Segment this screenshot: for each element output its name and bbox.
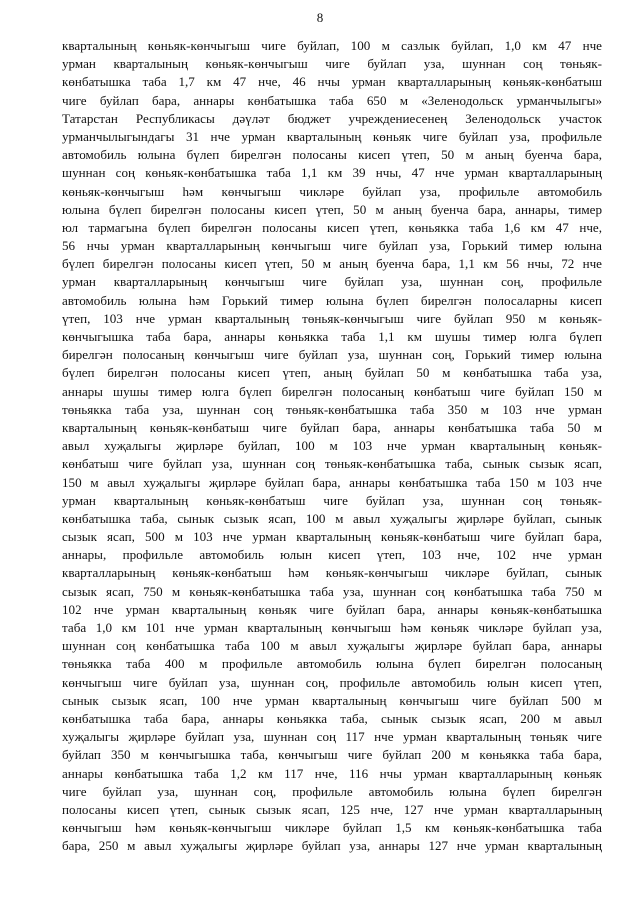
text-line: 150 м авыл хуҗалыгы җирләре буйлап бара, аннары көнбатышка таба 150 м 103 нче [62, 474, 602, 490]
text-line: урман кварталының көньяк-көнбатыш чиге буйлап уза, шуннан соң төньяк- [62, 492, 602, 508]
text-line: көнчыгышка таба бара, аннары көньякка таба 1,1 км шушы тимер юлга бүлеп [62, 329, 602, 344]
text-line: авыл хуҗалыгы җирләре буйлап, 100 м 103 нче урман кварталының көньяк- [62, 438, 602, 454]
text-line: 56 нчы урман кварталларының көнчыгыш чиге буйлап уза, Горький тимер юлына [62, 238, 602, 254]
text-line: көнбатыш чиге буйлап уза, шуннан соң төньяк-көнбатышка таба, сынык сызык ясап, [62, 456, 602, 472]
text-line: көнбатышка таба бара, аннары көньякка таба, сынык сызык ясап, 200 м авыл [62, 710, 602, 726]
text-line: автомобиль юлына бүлеп бирелгән полосаны кисеп үтеп, 50 м аның буенча бара, [62, 147, 602, 163]
text-line: автомобиль юлына һәм Горький тимер юлына бүлеп бирелгән полосаларны кисеп [62, 292, 602, 308]
text-line: кварталларының көньяк-көнбатыш һәм көньяк-көнчыгыш чикләре буйлап, сынык [62, 565, 602, 581]
text-line: полосаны кисеп үтеп, сынык сызык ясап, 125 нче, 127 нче урман кварталларының [62, 801, 602, 817]
text-line: Татарстан Республикасы дәүләт бюджет учреждениесенең Зеленодольск участок [62, 110, 602, 126]
text-line: аннары, профильле автомобиль юлын кисеп үтеп, 103 нче, 102 нче урман [62, 547, 602, 563]
text-line: урман кварталының көньяк-көнчыгыш чиге буйлап уза, шуннан соң төньяк- [62, 56, 602, 72]
text-line: үтеп, 103 нче урман кварталының төньяк-көнчыгыш чиге буйлап 950 м көньяк- [62, 310, 602, 326]
text-line: буйлап 350 м көнчыгышка таба, көнчыгыш чиге буйлап 200 м көньякка таба бара, [62, 747, 602, 763]
text-line: шуннан соң көньяк-көнбатышка таба 1,1 км 39 нчы, 47 нче урман кварталларының [62, 165, 602, 181]
text-line: сынык сызык ясап, 100 нче урман кварталының көнчыгыш чиге буйлап 500 м [62, 692, 602, 708]
text-line: бүлеп бирелгән полосаны кисеп үтеп, аның буйлап 50 м көнбатышка таба уза, [62, 365, 602, 381]
text-line: бара, 250 м авыл хуҗалыгы җирләре буйлап уза, аннары 127 нче урман кварталының [62, 838, 602, 854]
text-line: кварталының көньяк-көнчыгыш чиге буйлап, 100 м сазлык буйлап, 1,0 км 47 нче [62, 38, 602, 53]
text-line: урман кварталларының көнчыгыш чиге буйлап уза, шуннан соң, профильле [62, 274, 602, 290]
text-line: юл тармагына бүлеп бирелгән полосаны кисеп үтеп, көньякка таба 1,6 км 47 нче, [62, 219, 602, 235]
text-line: чиге буйлап бара, аннары көнбатышка таба 650 м «Зеленодольск урманчылыгы» [62, 92, 602, 108]
text-line: кварталының көньяк-көнбатыш чиге буйлап бара, аннары көнбатышка таба 50 м [62, 419, 602, 435]
text-line: төньякка таба 400 м профильле автомобиль юлына бүлеп бирелгән полосаның [62, 656, 602, 672]
text-line: көньяк-көнчыгыш һәм көнчыгыш чикләре буйлап уза, профильле автомобиль [62, 183, 602, 199]
text-line: сызык ясап, 750 м көньяк-көнбатышка таба уза, шуннан соң көнбатышка таба 750 м [62, 583, 602, 599]
text-line: сызык ясап, 500 м 103 нче урман кварталының көньяк-көнбатыш чиге буйлап бара, [62, 529, 602, 545]
text-line: бирелгән полосаның көнчыгыш чиге буйлап уза, шуннан соң, Горький тимер юлына [62, 347, 602, 363]
text-line: хуҗалыгы җирләре буйлап уза, шуннан соң 117 нче урман кварталының төньяк чиге [62, 729, 602, 745]
text-line: чиге буйлап уза, шуннан соң, профильле автомобиль юлына бүлеп бирелгән [62, 783, 602, 799]
text-line: төньякка таба уза, шуннан соң төньяк-көнбатышка таба 350 м 103 нче урман [62, 401, 602, 417]
text-line: көнчыгыш чиге буйлап уза, шуннан соң, профильле автомобиль юлын кисеп үтеп, [62, 674, 602, 690]
text-line: аннары көнбатышка таба 1,2 км 117 нче, 116 нчы урман кварталларының көньяк [62, 765, 602, 781]
text-line: көнчыгыш һәм көньяк-көнчыгыш чикләре буйлап 1,5 км көньяк-көнбатышка таба [62, 820, 602, 836]
text-line: шуннан соң көнбатышка таба 100 м авыл хуҗалыгы җирләре буйлап бара, аннары [62, 638, 602, 654]
text-line: көнбатышка таба 1,7 км 47 нче, 46 нчы урман кварталларының көньяк-көнбатыш [62, 74, 602, 90]
text-line: көнбатышка таба, сынык сызык ясап, 100 м авыл хуҗалыгы җирләре буйлап, сынык [62, 510, 602, 526]
text-line: 102 нче урман кварталының көньяк чиге буйлап бара, аннары көньяк-көнбатышка [62, 601, 602, 617]
text-line: бүлеп бирелгән полосаны кисеп үтеп, 50 м аның буенча бара, 1,1 км 56 нчы, 72 нче [62, 256, 602, 272]
text-line: таба 1,0 км 101 нче урман кварталының көнчыгыш һәм көньяк чикләре буйлап уза, [62, 620, 602, 635]
page-number: 8 [316, 10, 324, 25]
body-text [62, 37, 602, 855]
text-line: аннары шушы тимер юлга бүлеп бирелгән полосаның көнбатыш чиге буйлап 150 м [62, 383, 602, 399]
text-line: урманчылыгындагы 31 нче урман кварталының көньяк чиге буйлап уза, профильле [62, 128, 602, 144]
text-line: юлына бүлеп бирелгән полосаны кисеп үтеп, 50 м аның буенча бара, аннары, тимер [62, 201, 602, 217]
